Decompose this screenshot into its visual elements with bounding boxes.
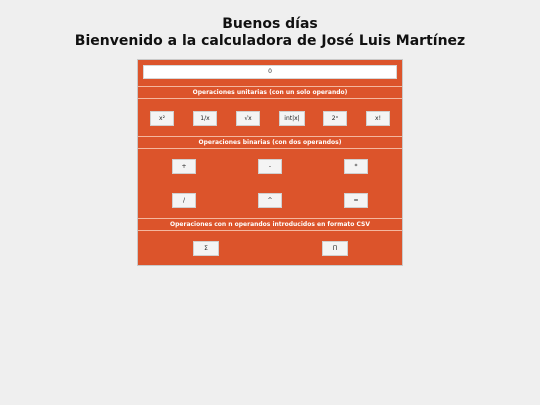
sqrt-button[interactable]: √x	[236, 111, 260, 126]
power-button[interactable]: ^	[258, 193, 282, 208]
equals-button[interactable]: =	[344, 193, 368, 208]
sum-button[interactable]: Σ	[193, 241, 219, 256]
welcome-title: Bienvenido a la calculadora de José Luis Martínez	[74, 33, 466, 49]
multiply-button[interactable]: *	[344, 159, 368, 174]
reciprocal-button[interactable]: 1/x	[193, 111, 217, 126]
greeting-title: Buenos días	[222, 16, 318, 32]
page-header	[0, 0, 540, 50]
subtract-button[interactable]: -	[258, 159, 282, 174]
divide-button[interactable]: /	[172, 193, 196, 208]
binary-section-label: Operaciones binarias (con dos operandos)	[138, 136, 402, 149]
int-abs-button[interactable]: int|x|	[279, 111, 305, 126]
calculator-panel	[137, 59, 403, 266]
factorial-button[interactable]: x!	[366, 111, 390, 126]
calculator-display[interactable]: 0	[143, 65, 397, 79]
square-button[interactable]: x²	[150, 111, 174, 126]
nary-section-label: Operaciones con n operandos introducidos en formato CSV	[138, 218, 402, 231]
product-button[interactable]: Π	[322, 241, 348, 256]
power-of-two-button[interactable]: 2ˣ	[323, 111, 347, 126]
add-button[interactable]: +	[172, 159, 196, 174]
unary-section-label: Operaciones unitarias (con un solo operando)	[138, 86, 402, 99]
